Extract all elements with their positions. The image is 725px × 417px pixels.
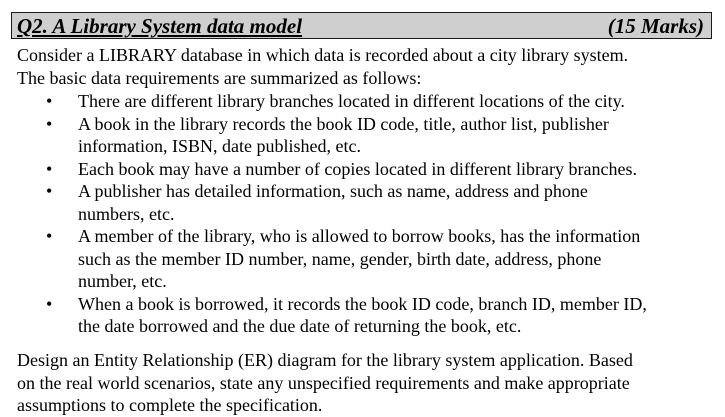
requirement-line: such as the member ID number, name, gender, birth date, address, phone [78, 248, 602, 269]
bullet-icon: • [46, 181, 53, 201]
task-line: on the real world scenarios, state any unspecified requirements and make appropriate [17, 372, 630, 393]
requirements-list [0, 90, 725, 338]
intro-line: The basic data requirements are summarized as follows: [17, 67, 422, 88]
task-line: assumptions to complete the specification. [17, 395, 323, 415]
bullet-icon: • [46, 158, 53, 179]
requirement-item [0, 113, 723, 158]
requirement-item [0, 293, 723, 338]
requirement-line: numbers, etc. [78, 203, 175, 224]
requirement-line: A publisher has detailed information, such as name, address and phone [78, 181, 588, 201]
task-line: Design an Entity Relationship (ER) diagram for the library system application. Based [17, 350, 633, 370]
requirement-line: information, ISBN, date published, etc. [78, 136, 361, 156]
requirement-line: number, etc. [78, 271, 167, 291]
requirement-line: the date borrowed and the due date of returning the book, etc. [78, 316, 522, 336]
intro-line: Consider a LIBRARY database in which data is recorded about a city library system. [17, 45, 629, 65]
requirement-item [0, 180, 723, 225]
task-paragraph [17, 349, 717, 417]
bullet-icon: • [46, 226, 53, 246]
requirement-line: Each book may have a number of copies located in different library branches. [78, 158, 637, 179]
bullet-icon: • [46, 113, 53, 134]
requirement-line: When a book is borrowed, it records the book ID code, branch ID, member ID, [78, 293, 647, 314]
bullet-icon: • [46, 91, 53, 111]
bullet-icon: • [46, 293, 53, 314]
requirement-line: A book in the library records the book ID code, title, author list, publisher [78, 113, 609, 134]
requirement-line: There are different library branches located in different locations of the city. [78, 91, 625, 111]
requirement-line: A member of the library, who is allowed to borrow books, has the information [78, 226, 641, 246]
requirement-item [0, 225, 723, 293]
question-header [11, 12, 712, 39]
question-title: Q2. A Library System data model [17, 14, 303, 38]
requirement-item [0, 158, 723, 181]
question-marks: (15 Marks) [607, 14, 704, 38]
intro-paragraph [17, 44, 717, 89]
requirement-item [0, 90, 723, 113]
